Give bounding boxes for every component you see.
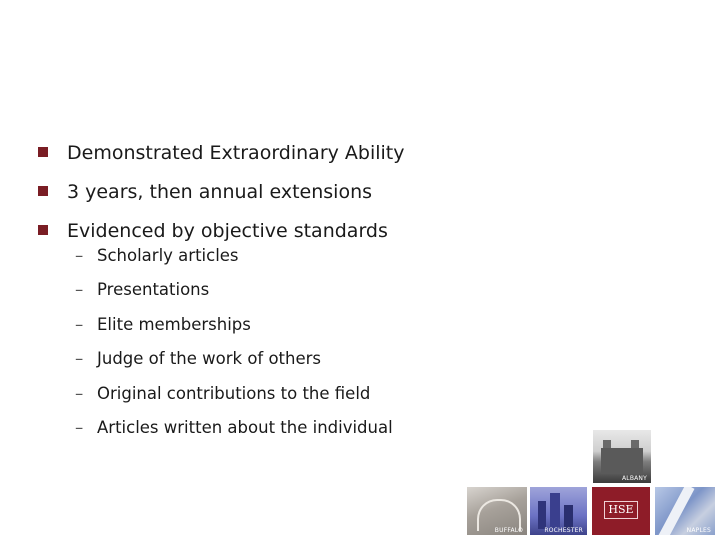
hse-logo-tile: [592, 487, 650, 535]
square-bullet-icon: [38, 225, 48, 235]
photo-caption: ALBANY: [621, 475, 647, 482]
sub-bullet-text: Original contributions to the field: [97, 383, 371, 403]
dash-bullet-icon: –: [75, 349, 84, 369]
bullet-text: Evidenced by objective standards: [67, 219, 388, 242]
dash-bullet-icon: –: [75, 417, 84, 437]
hse-logo: HSE: [604, 501, 638, 519]
sub-bullet-text: Scholarly articles: [97, 246, 239, 265]
bullet-text: 3 years, then annual extensions: [67, 180, 373, 203]
dash-bullet-icon: –: [75, 246, 84, 265]
photo-caption: ROCHESTER: [544, 527, 583, 534]
sub-bullet-text: Presentations: [97, 280, 210, 300]
buffalo-photo: [467, 487, 527, 535]
square-bullet-icon: [38, 147, 48, 157]
naples-photo: [655, 487, 715, 535]
dash-bullet-icon: –: [75, 383, 84, 403]
square-bullet-icon: [38, 186, 48, 196]
dash-bullet-icon: –: [75, 280, 84, 300]
sub-bullet-text: Articles written about the individual: [97, 417, 393, 437]
dash-bullet-icon: –: [75, 314, 84, 334]
photo-caption: BUFFALO: [494, 527, 523, 534]
albany-photo: [593, 430, 651, 483]
photo-caption: NAPLES: [686, 527, 711, 534]
rochester-photo: [530, 487, 587, 535]
bullet-text: Demonstrated Extraordinary Ability: [67, 141, 405, 164]
sub-bullet-text: Judge of the work of others: [97, 349, 322, 369]
sub-bullet-text: Elite memberships: [97, 314, 251, 334]
